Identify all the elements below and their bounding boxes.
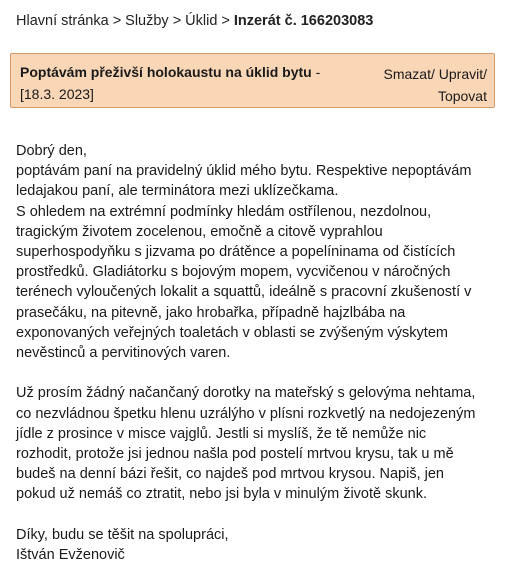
- message-line: S ohledem na extrémní podmínky hledám ostřílenou, nezdolnou,: [16, 203, 432, 220]
- ad-title-line: [20, 63, 320, 81]
- breadcrumb-cleaning-link[interactable]: Úklid: [185, 13, 218, 29]
- ad-title: Poptávám přeživší holokaustu na úklid bytu: [20, 64, 312, 80]
- ad-actions-row: [384, 63, 487, 85]
- message-paragraph: [16, 141, 498, 363]
- ad-date: [18.3. 2023]: [20, 86, 94, 102]
- edit-link[interactable]: Upravit/: [438, 66, 487, 82]
- breadcrumb-services-link[interactable]: Služby: [125, 13, 169, 29]
- breadcrumb-home-link[interactable]: Hlavní stránka: [16, 13, 109, 29]
- message-line: prasečáku, na pitevně, jako hrobařka, případně hajzlbába na: [16, 304, 406, 321]
- message-line: rozhodit, protože jsi jednou našla pod postelí mrtvou krysu, tak u mě: [16, 446, 454, 463]
- message-line: budeš na denní bázi řešit, co najdeš pod mrtvou krysou. Napiš, jen: [16, 466, 444, 483]
- breadcrumb-separator: >: [221, 13, 230, 29]
- message-paragraph: [16, 383, 498, 504]
- ad-actions: [384, 63, 487, 107]
- message-line: Díky, budu se těšit na spolupráci,: [16, 526, 229, 543]
- message-line: Dobrý den,: [16, 143, 87, 159]
- ad-title-suffix: -: [311, 64, 321, 80]
- top-link[interactable]: Topovat: [437, 88, 487, 104]
- breadcrumb: [16, 12, 373, 30]
- message-line: poptávám paní na pravidelný úklid mého bytu. Respektive nepoptávám: [16, 163, 472, 180]
- message-line: Ištván Evženovič: [16, 547, 125, 564]
- message-line: ledajakou paní, ale terminátora mezi uklízečkama.: [16, 183, 339, 200]
- breadcrumb-separator: >: [172, 13, 182, 29]
- message-line: prostředků. Gladiátorku s bojovým mopem, vycvičenou v náročných: [16, 264, 451, 281]
- ad-header-box: [10, 53, 495, 108]
- message-line: tragickým životem zocelenou, emočně a citově vyprahlou: [16, 223, 383, 240]
- message-line: superhospodyňku s jizvama po drátěnce a popelíninama od čistících: [16, 244, 456, 261]
- message-line: co nezvládnou špetku hlenu uzrálýho v plísni rozkvetlý na nedojezeným: [16, 405, 476, 422]
- message-paragraph: [16, 525, 498, 565]
- message-line: terénech vyloučených lokalit a squattů, ideálně s pracovní zkušeností v: [16, 284, 472, 301]
- breadcrumb-separator: >: [112, 13, 122, 29]
- delete-link[interactable]: Smazat/: [383, 66, 435, 82]
- message-line: nevěstinců a pervitinových varen.: [16, 345, 231, 362]
- breadcrumb-current: Inzerát č. 166203083: [233, 13, 374, 29]
- message-line: exponovaných veřejných toaletách v oblasti se zvýšeným výskytem: [16, 324, 448, 341]
- message-line: pokud už nemáš co ztratit, nebo jsi byla v minulým životě skunk.: [16, 486, 428, 503]
- message-line: jídle z prosince v misce vajglů. Jestli si myslíš, že tě nemůže nic: [16, 425, 427, 442]
- message-line: Už prosím žádný načančaný dorotky na mateřský s gelovýma nehtama,: [16, 385, 476, 402]
- ad-actions-row: [384, 85, 487, 107]
- ad-message: [16, 141, 498, 585]
